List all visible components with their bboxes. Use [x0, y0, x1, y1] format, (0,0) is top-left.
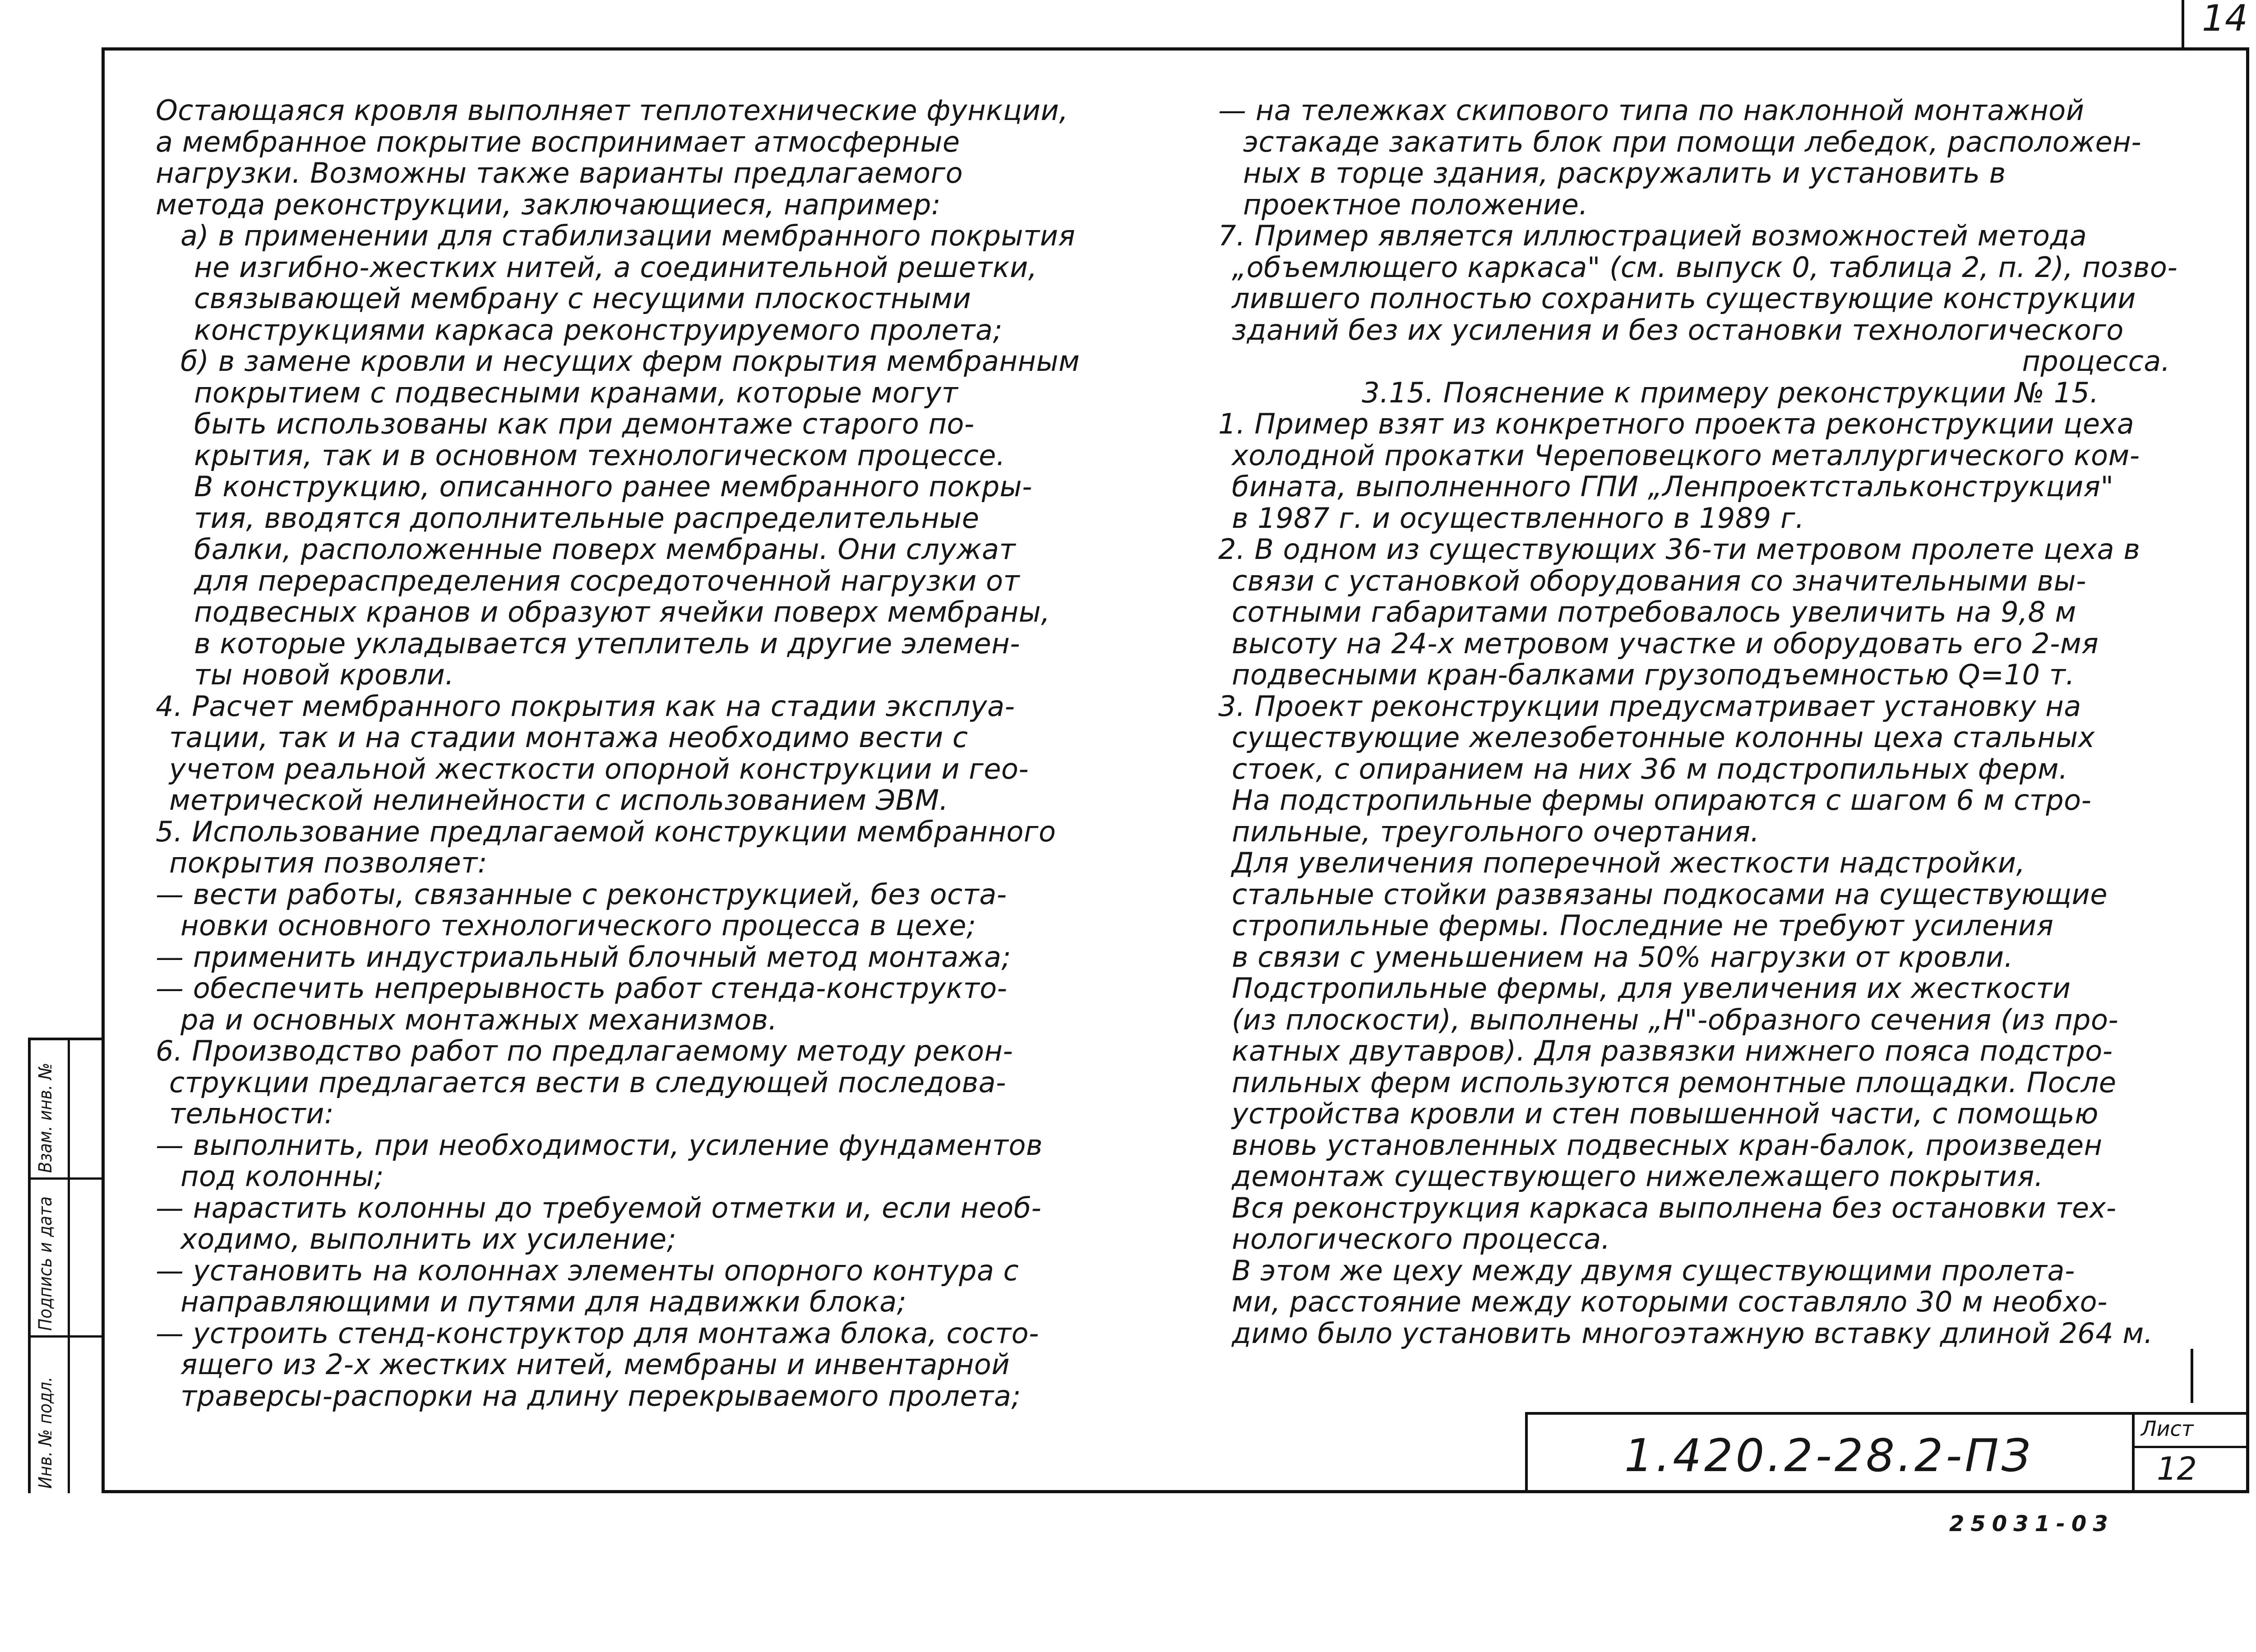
- left-text-line: траверсы-распорки на длину перекрываемого пролета;: [180, 1379, 1021, 1412]
- right-text-line: катных двутавров). Для развязки нижнего пояса подстро-: [1232, 1034, 2113, 1067]
- left-text-line: ходимо, выполнить их усиление;: [180, 1223, 677, 1255]
- left-text-line: под колонны;: [180, 1160, 384, 1193]
- left-text-line: крытия, так и в основном технологическом процессе.: [194, 438, 1006, 472]
- right-text-line: стальные стойки развязаны подкосами на существующие: [1232, 877, 2108, 911]
- right-text-line: вновь установленных подвесных кран-балок, произведен: [1232, 1128, 2103, 1162]
- right-text-line: пильные, треугольного очертания.: [1232, 815, 1760, 848]
- right-text-line: в 1987 г. и осуществленного в 1989 г.: [1232, 501, 1805, 535]
- right-text-line: Вся реконструкция каркаса выполнена без остановки тех-: [1232, 1191, 2117, 1224]
- left-text-line: ты новой кровли.: [194, 658, 454, 691]
- left-text-line: балки, расположенные поверх мембраны. Они служат: [194, 533, 1016, 566]
- right-text-line: Подстропильные фермы, для увеличения их жесткости: [1232, 972, 2071, 1005]
- left-text-line: конструкциями каркаса реконструируемого пролета;: [194, 313, 1003, 346]
- left-text-line: подвесных кранов и образуют ячейки поверх мембраны,: [194, 595, 1050, 628]
- title-block-sheet-hline: [2132, 1446, 2249, 1448]
- right-text-line: 3. Проект реконструкции предусматривает установку на: [1218, 689, 2081, 723]
- right-text-line: В этом же цеху между двумя существующими пролета-: [1232, 1254, 2075, 1287]
- left-text-line: 5. Использование предлагаемой конструкции мембранного: [156, 815, 1056, 848]
- right-text-line: пильных ферм используются ремонтные площадки. После: [1232, 1066, 2117, 1099]
- right-text-line: в связи с уменьшением на 50% нагрузки от кровли.: [1232, 940, 2013, 974]
- left-text-line: В конструкцию, описанного ранее мембранного покры-: [194, 470, 1032, 503]
- left-text-line: покрытия позволяет:: [169, 846, 488, 879]
- left-text-line: учетом реальной жесткости опорной конструкции и гео-: [169, 752, 1029, 785]
- left-text-line: не изгибно-жестких нитей, а соединительной решетки,: [194, 250, 1037, 284]
- right-margin-marker: [2191, 1349, 2193, 1403]
- right-text-line: проектное положение.: [1243, 188, 1588, 221]
- right-text-line: 3.15. Пояснение к примеру реконструкции № 15.: [1362, 376, 2099, 409]
- right-text-line: лившего полностью сохранить существующие конструкции: [1232, 282, 2136, 315]
- left-text-line: тации, так и на стадии монтажа необходимо вести с: [169, 721, 968, 754]
- side-strip-line-mid: [68, 1038, 70, 1493]
- side-strip-sep-1: [28, 1177, 102, 1180]
- right-text-line: холодной прокатки Череповецкого металлургического ком-: [1232, 438, 2140, 472]
- right-text-line: 2. В одном из существующих 36-ти метровом пролете цеха в: [1218, 533, 2140, 566]
- right-text-line: зданий без их усиления и без остановки технологического: [1232, 313, 2124, 346]
- left-text-line: струкции предлагается вести в следующей последова-: [169, 1066, 1006, 1099]
- page-number-top: 14: [2202, 0, 2248, 39]
- title-block-top: [1525, 1412, 2249, 1415]
- left-text-line: в которые укладывается утеплитель и другие элемен-: [194, 627, 1021, 660]
- right-text-line: (из плоскости), выполнены „Н"-образного сечения (из про-: [1232, 1003, 2119, 1036]
- right-text-line: подвесными кран-балками грузоподъемностью Q=10 т.: [1232, 658, 2075, 691]
- left-text-line: а) в применении для стабилизации мембранного покрытия: [180, 219, 1076, 252]
- right-text-line: нологического процесса.: [1232, 1223, 1610, 1255]
- right-text-column: [1218, 95, 2188, 1349]
- right-text-line: стоек, с опиранием на них 36 м подстропильных ферм.: [1232, 752, 2068, 785]
- document-code: 1.420.2-28.2-ПЗ: [1624, 1429, 2033, 1482]
- left-text-line: а мембранное покрытие воспринимает атмосферные: [156, 125, 960, 158]
- right-text-line: ми, расстояние между которыми составляло 30 м необхо-: [1232, 1285, 2108, 1318]
- right-text-line: связи с установкой оборудования со значительными вы-: [1232, 564, 2086, 597]
- left-text-column: [156, 95, 1171, 1412]
- left-text-line: быть использованы как при демонтаже старого по-: [194, 407, 975, 440]
- side-strip-top: [28, 1038, 102, 1040]
- left-text-line: тия, вводятся дополнительные распределительные: [194, 501, 980, 535]
- left-text-line: 6. Производство работ по предлагаемому методу рекон-: [156, 1034, 1013, 1067]
- left-text-line: направляющими и путями для надвижки блока;: [180, 1285, 907, 1318]
- stamp-podpis-data: Подпись и дата: [35, 1196, 56, 1331]
- right-text-line: процесса.: [2022, 345, 2170, 378]
- right-text-line: эстакаде закатить блок при помощи лебедок, расположен-: [1243, 125, 2142, 158]
- left-text-line: тельности:: [169, 1097, 334, 1130]
- right-text-line: стропильные фермы. Последние не требуют усиления: [1232, 909, 2054, 942]
- right-text-line: На подстропильные фермы опираются с шагом 6 м стро-: [1232, 784, 2092, 817]
- left-text-line: ра и основных монтажных механизмов.: [180, 1003, 777, 1036]
- right-text-line: — на тележках скипового типа по наклонной монтажной: [1218, 94, 2085, 127]
- title-block-sheet-divider: [2132, 1412, 2135, 1493]
- right-text-line: ных в торце здания, раскружалить и установить в: [1243, 157, 2006, 189]
- sheet-label: Лист: [2141, 1417, 2194, 1441]
- left-text-line: — выполнить, при необходимости, усиление фундаментов: [156, 1128, 1043, 1162]
- right-text-line: сотными габаритами потребовалось увеличить на 9,8 м: [1232, 595, 2076, 628]
- sheet-number: 12: [2157, 1450, 2197, 1487]
- stamp-vzam-inv: Взам. инв. №: [35, 1062, 56, 1173]
- left-text-line: — нарастить колонны до требуемой отметки и, если необ-: [156, 1191, 1042, 1224]
- left-text-line: для перераспределения сосредоточенной нагрузки от: [194, 564, 1020, 597]
- left-text-line: покрытием с подвесными кранами, которые могут: [194, 376, 958, 409]
- right-text-line: бината, выполненного ГПИ „Ленпроектстальконструкция": [1232, 470, 2114, 503]
- side-strip-line-left: [28, 1038, 31, 1493]
- left-text-line: нагрузки. Возможны также варианты предлагаемого: [156, 157, 963, 189]
- left-text-line: ящего из 2-х жестких нитей, мембраны и инвентарной: [180, 1348, 1010, 1381]
- left-text-line: — применить индустриальный блочный метод монтажа;: [156, 940, 1011, 974]
- left-text-line: новки основного технологического процесса в цехе;: [180, 909, 976, 942]
- title-block-left: [1525, 1412, 1528, 1493]
- left-text-line: — установить на колоннах элементы опорного контура с: [156, 1254, 1019, 1287]
- left-text-line: метрической нелинейности с использованием ЭВМ.: [169, 784, 948, 817]
- right-text-line: высоту на 24-х метровом участке и оборудовать его 2-мя: [1232, 627, 2099, 660]
- right-text-line: устройства кровли и стен повышенной части, с помощью: [1232, 1097, 2099, 1130]
- page-number-divider: [2182, 0, 2184, 47]
- right-text-line: демонтаж существующего нижележащего покрытия.: [1232, 1160, 2043, 1193]
- left-text-line: 4. Расчет мембранного покрытия как на стадии эксплуа-: [156, 689, 1015, 723]
- left-text-line: связывающей мембрану с несущими плоскостными: [194, 282, 971, 315]
- right-text-line: димо было установить многоэтажную вставку длиной 264 м.: [1232, 1316, 2153, 1350]
- side-strip-sep-2: [28, 1335, 102, 1338]
- left-text-line: — устроить стенд-конструктор для монтажа блока, состо-: [156, 1316, 1039, 1350]
- stamp-inv-podl: Инв. № подл.: [35, 1376, 56, 1489]
- left-text-line: метода реконструкции, заключающиеся, например:: [156, 188, 941, 221]
- right-text-line: „объемлющего каркаса" (см. выпуск 0, таблица 2, п. 2), позво-: [1232, 250, 2178, 284]
- left-text-line: Остающаяся кровля выполняет теплотехнические функции,: [156, 94, 1068, 127]
- right-text-line: 1. Пример взят из конкретного проекта реконструкции цеха: [1218, 407, 2135, 440]
- left-text-line: б) в замене кровли и несущих ферм покрытия мембранным: [180, 345, 1080, 378]
- left-text-line: — обеспечить непрерывность работ стенда-конструкто-: [156, 972, 1008, 1005]
- left-text-line: — вести работы, связанные с реконструкцией, без оста-: [156, 877, 1007, 911]
- right-text-line: 7. Пример является иллюстрацией возможностей метода: [1218, 219, 2087, 252]
- archive-number: 25031-03: [1949, 1511, 2114, 1537]
- right-text-line: Для увеличения поперечной жесткости надстройки,: [1232, 846, 2025, 879]
- right-text-line: существующие железобетонные колонны цеха стальных: [1232, 721, 2095, 754]
